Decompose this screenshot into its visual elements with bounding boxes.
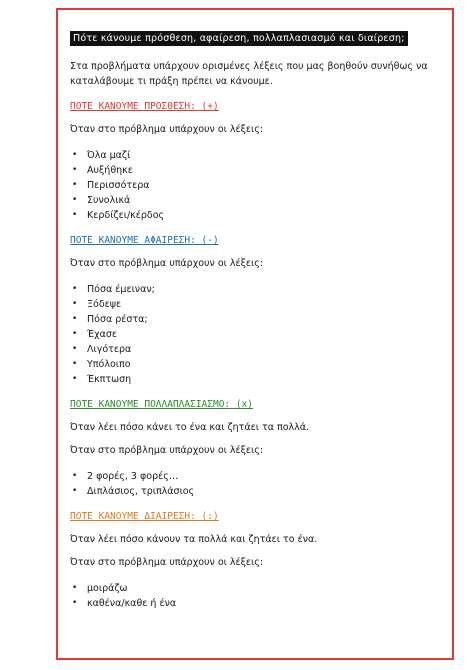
list-item xyxy=(72,148,446,163)
list-item-text: Πόσα έμειναν; xyxy=(87,284,155,295)
list-item xyxy=(72,372,446,387)
section-heading-addition: ΠΟΤΕ ΚΑΝΟΥΜΕ ΠΡΟΣΘΕΣΗ: (+) xyxy=(70,101,219,112)
list-item xyxy=(72,312,446,327)
list-item xyxy=(72,282,446,297)
word-list-division xyxy=(70,581,446,611)
intro-paragraph: Στα προβλήματα υπάρχουν ορισμένες λέξεις που μας βοηθούν συνήθως να καταλάβουμε τι πράξη πρέπει να κάνουμε. xyxy=(70,61,428,87)
list-item-text: μοιράζω xyxy=(87,583,128,594)
list-item xyxy=(72,484,446,499)
word-list-addition xyxy=(70,148,446,223)
list-item-text: Πόσα ρέστα; xyxy=(87,314,148,325)
section-heading-subtraction: ΠΟΤΕ ΚΑΝΟΥΜΕ ΑΦΑΙΡΕΣΗ: (-) xyxy=(70,235,219,246)
list-item xyxy=(72,327,446,342)
bullet-icon: • xyxy=(72,165,78,175)
bullet-icon: • xyxy=(72,299,78,309)
document-title: Πότε κάνουμε πρόσθεση, αφαίρεση, πολλαπλασιασμό και διαίρεση; xyxy=(70,31,408,46)
list-item xyxy=(72,193,446,208)
section-paragraph: Όταν λέει πόσο κάνουν τα πολλά και ζητάει το ένα. xyxy=(70,534,318,545)
bullet-icon: • xyxy=(72,329,78,339)
list-item xyxy=(72,581,446,596)
section-heading-division: ΠΟΤΕ ΚΑΝΟΥΜΕ ΔΙΑΙΡΕΣΗ: (:) xyxy=(70,511,219,522)
list-item-text: Υπόλοιπο xyxy=(87,359,131,370)
bullet-icon: • xyxy=(72,359,78,369)
list-item xyxy=(72,596,446,611)
list-item-text: καθένα/καθε ή ένα xyxy=(87,598,177,609)
document-body xyxy=(70,26,446,611)
bullet-icon: • xyxy=(72,344,78,354)
bullet-icon: • xyxy=(72,150,78,160)
list-item-text: Ξόδεψε xyxy=(87,299,122,310)
section-paragraph: Όταν στο πρόβλημα υπάρχουν οι λέξεις: xyxy=(70,124,264,135)
list-item xyxy=(72,208,446,223)
list-item-text: Κερδίζει/κέρδος xyxy=(87,210,165,221)
list-item-text: 2 φορές, 3 φορές… xyxy=(87,471,179,482)
bullet-icon: • xyxy=(72,598,78,608)
bullet-icon: • xyxy=(72,314,78,324)
list-item-text: Συνολικά xyxy=(87,195,131,206)
bullet-icon: • xyxy=(72,284,78,294)
word-list-subtraction xyxy=(70,282,446,387)
bullet-icon: • xyxy=(72,210,78,220)
section-paragraph: Όταν στο πρόβλημα υπάρχουν οι λέξεις: xyxy=(70,445,264,456)
list-item-text: Διπλάσιος, τριπλάσιος xyxy=(87,486,195,497)
list-item-text: Λιγότερα xyxy=(87,344,132,355)
section-paragraph: Όταν στο πρόβλημα υπάρχουν οι λέξεις: xyxy=(70,557,264,568)
list-item xyxy=(72,163,446,178)
bullet-icon: • xyxy=(72,486,78,496)
list-item xyxy=(72,357,446,372)
list-item-text: Έχασε xyxy=(87,329,117,340)
bullet-icon: • xyxy=(72,471,78,481)
bullet-icon: • xyxy=(72,180,78,190)
bullet-icon: • xyxy=(72,374,78,384)
list-item xyxy=(72,469,446,484)
bullet-icon: • xyxy=(72,195,78,205)
list-item-text: Περισσότερα xyxy=(87,180,150,191)
list-item xyxy=(72,297,446,312)
list-item xyxy=(72,178,446,193)
list-item-text: Όλα μαζί xyxy=(87,150,131,161)
section-paragraph: Όταν στο πρόβλημα υπάρχουν οι λέξεις: xyxy=(70,258,264,269)
bullet-icon: • xyxy=(72,583,78,593)
list-item xyxy=(72,342,446,357)
word-list-multiplication xyxy=(70,469,446,499)
section-paragraph: Όταν λέει πόσο κάνει το ένα και ζητάει τα πολλά. xyxy=(70,422,310,433)
list-item-text: Έκπτωση xyxy=(87,374,132,385)
section-heading-multiplication: ΠΟΤΕ ΚΑΝΟΥΜΕ ΠΟΛΛΑΠΛΑΣΙΑΣΜΟ: (x) xyxy=(70,399,254,410)
list-item-text: Αυξήθηκε xyxy=(87,165,133,176)
